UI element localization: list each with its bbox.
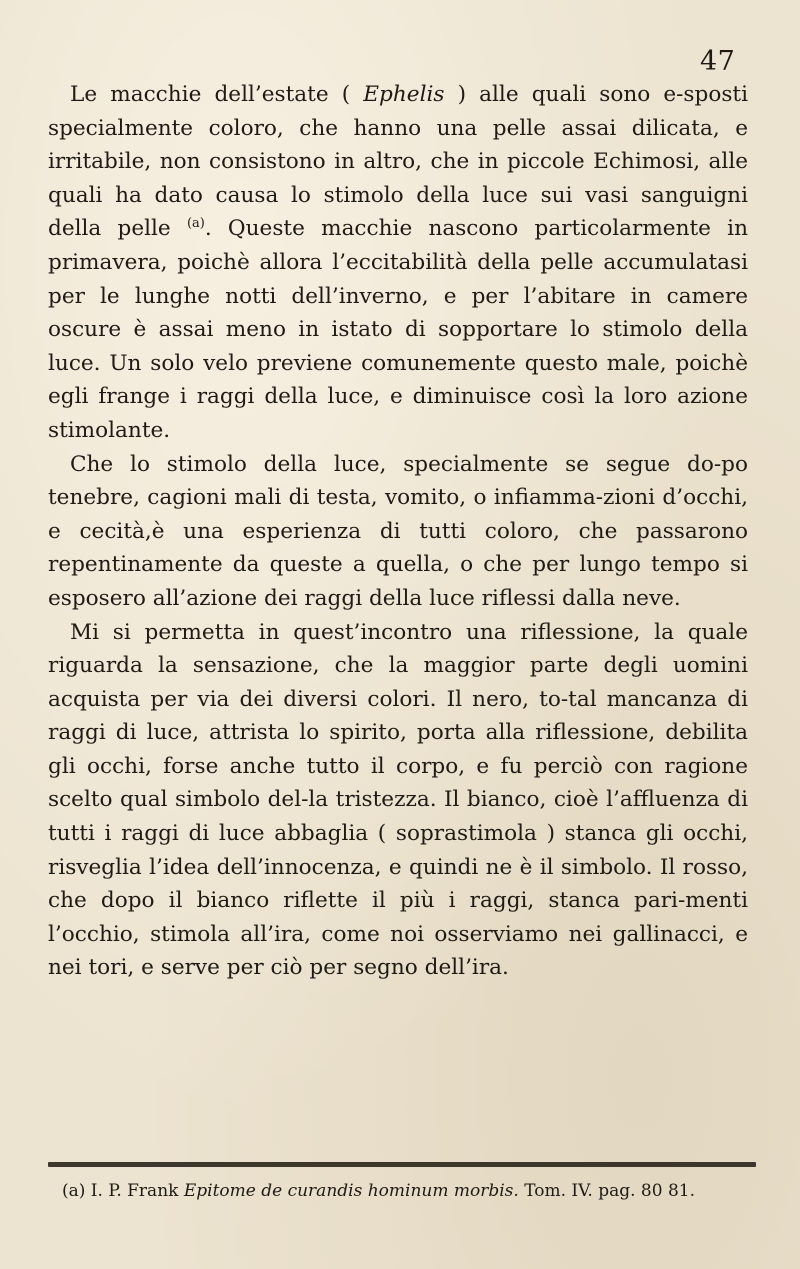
page-number: 47	[700, 46, 736, 77]
footnote-mark: (a)	[62, 1181, 86, 1201]
footnote-author: I. P. Frank	[85, 1181, 184, 1201]
paragraph-light-stimulus: Che lo stimolo della luce, specialmente se segue do-po tenebre, cagioni mali di testa, vomito, o infiamma-zioni d’occhi, e cecità,è una esperienza di tutti coloro, che passarono repentinamente da queste a quella, o che per lungo tempo si esposero all’azione dei raggi della luce riflessi dalla neve.	[48, 451, 748, 611]
paragraph-1-end: . Queste macchie nascono particolarmente in primavera, poichè allora l’eccitabilità della pelle accumulatasi per le lunghe notti dell’inverno, e per l’abitare in camere oscure è assai meno in istato di sopportare lo stimolo della luce. Un solo velo previene comunemente questo male, poichè egli frange i raggi della luce, e diminuisce così la loro azione stimolante.	[48, 216, 748, 443]
paragraph-1-start: Le macchie dell’estate (	[70, 82, 364, 107]
footnote-reference: (a)	[186, 216, 205, 232]
paragraph-colors: Mi si permetta in quest’incontro una riflessione, la quale riguarda la sensazione, che la maggior parte degli uomini acquista per via dei diversi colori. Il nero, to-tal mancanza di raggi di luce, attrista lo spirito, porta alla riflessione, debilita gli occhi, forse anche tutto il corpo, e fu perciò con ragione scelto qual simbolo del-la tristezza. Il bianco, cioè l’affluenza di tutti i raggi di luce abbaglia ( soprastimola ) stanca gli occhi, risveglia l’idea dell’innocenza, e quindi ne è il simbolo. Il rosso, che dopo il bianco riflette il più i raggi, stanca pari-menti l’occhio, stimola all’ira, come noi osserviamo nei gallinacci, e nei tori, e serve per ciò per segno dell’ira.	[48, 619, 748, 981]
main-text	[48, 78, 748, 985]
paragraph-ephelis	[48, 78, 748, 448]
footnote	[62, 1179, 752, 1203]
footnote-title: Epitome de curandis hominum morbis.	[183, 1181, 519, 1201]
footnote-divider	[48, 1162, 756, 1167]
footnote-citation: Tom. IV. pag. 80 81.	[518, 1181, 696, 1201]
ephelis-term: Ephelis	[363, 82, 445, 107]
paragraph-1-middle: ) alle quali sono e-sposti specialmente coloro, che hanno una pelle assai dilicata, e irritabile, non consistono in altro, che in piccole Echimosi, alle quali ha dato causa lo stimolo della luce sui vasi sanguigni della pelle	[48, 82, 748, 242]
